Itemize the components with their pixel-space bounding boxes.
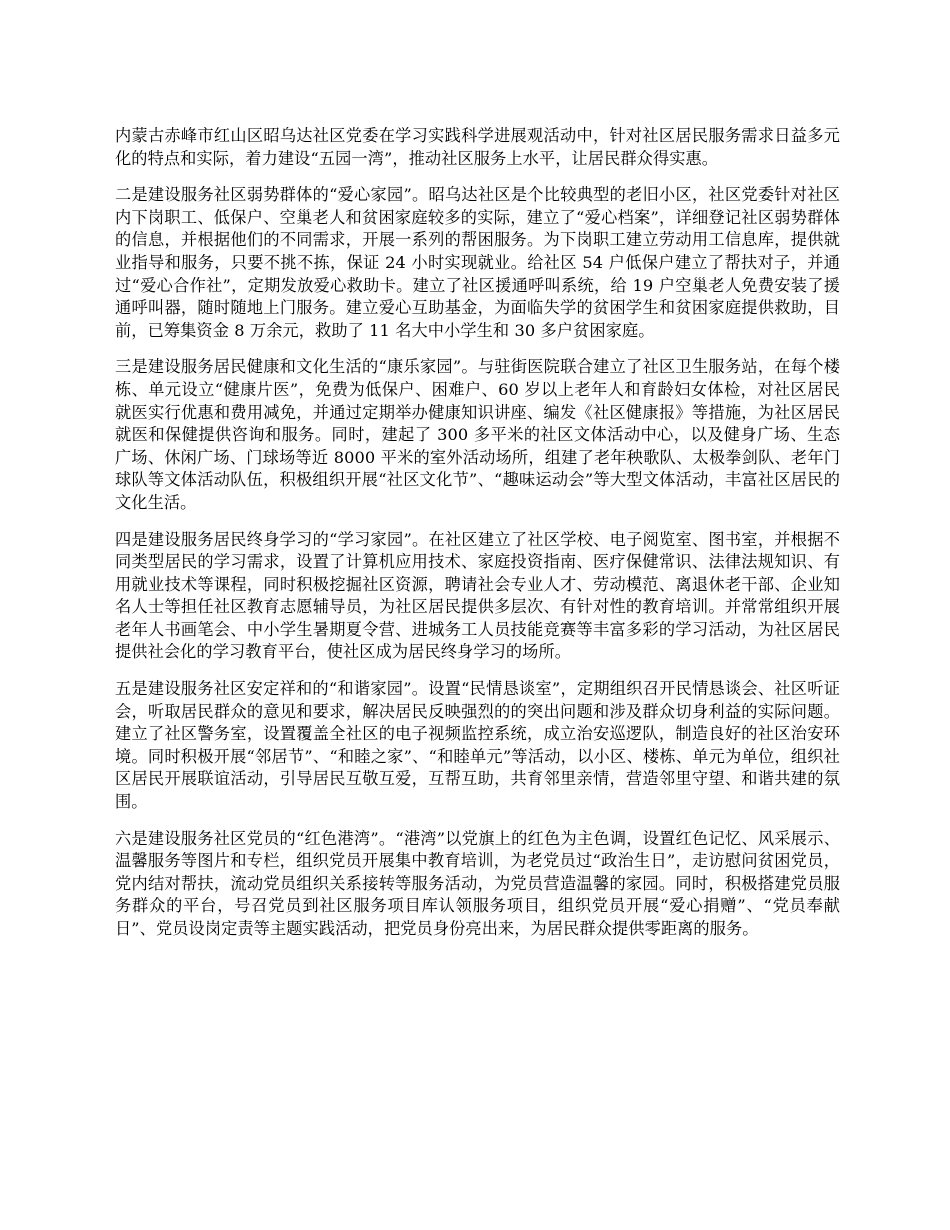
paragraph-learning-home: 四是建设服务居民终身学习的“学习家园”。在社区建立了社区学校、电子阅览室、图书室，并根据不同类型居民的学习需求，设置了计算机应用技术、家庭投资指南、医疗保健常识、法律法规知识、有用就业技术等课程，同时积极挖掘社区资源，聘请社会专业人才、劳动模范、离退休老干部、企业知名人士等担任社区教育志愿辅导员，为社区居民提供多层次、有针对性的教育培训。并常常组织开展老年人书画笔会、中小学生暑期夏令营、进城务工人员技能竞赛等丰富多彩的学习活动，为社区居民提供社会化的学习教育平台，使社区成为居民终身学习的场所。: [115, 529, 840, 662]
paragraph-intro: 内蒙古赤峰市红山区昭乌达社区党委在学习实践科学进展观活动中，针对社区居民服务需求日益多元化的特点和实际，着力建设“五园一湾”，推动社区服务上水平，让居民群众得实惠。: [115, 126, 840, 168]
document-body: [115, 125, 840, 955]
paragraph-health-home: 三是建设服务居民健康和文化生活的“康乐家园”。与驻街医院联合建立了社区卫生服务站，在每个楼栋、单元设立“健康片医”，免费为低保户、困难户、60 岁以上老年人和育龄妇女体检，对社区居民就医实行优惠和费用减免，并通过定期举办健康知识讲座、编发《社区健康报》等措施，为社区居民就医和保健提供咨询和服务。同时，建起了 300 多平米的社区文体活动中心，以及健身广场、生态广场、休闲广场、门球场等近 8000 平米的室外活动场所，组建了老年秧歌队、太极拳剑队、老年门球队等文体活动队伍，积极组织开展“社区文化节”、“趣味运动会”等大型文体活动，丰富社区居民的文化生活。: [115, 357, 840, 512]
paragraph-red-harbor: 六是建设服务社区党员的“红色港湾”。“港湾”以党旗上的红色为主色调，设置红色记忆、风采展示、温馨服务等图片和专栏，组织党员开展集中教育培训，为老党员过“政治生日”，走访慰问贫困党员，党内结对帮扶，流动党员组织关系接转等服务活动，为党员营造温馨的家园。同时，积极搭建党员服务群众的平台，号召党员到社区服务项目库认领服务项目，组织党员开展“爱心捐赠”、“党员奉献日”、党员设岗定责等主题实践活动，把党员身份亮出来，为居民群众提供零距离的服务。: [115, 828, 840, 938]
paragraph-love-home: 二是建设服务社区弱势群体的“爱心家园”。昭乌达社区是个比较典型的老旧小区，社区党委针对社区内下岗职工、低保户、空巢老人和贫困家庭较多的实际，建立了“爱心档案”，详细登记社区弱势群体的信息，并根据他们的不同需求，开展一系列的帮困服务。为下岗职工建立劳动用工信息库，提供就业指导和服务，只要不挑不拣，保证 24 小时实现就业。给社区 54 户低保户建立了帮扶对子，并通过“爱心合作社”，定期发放爱心救助卡。建立了社区援通呼叫系统，给 19 户空巢老人免费安装了援通呼叫器，随时随地上门服务。建立爱心互助基金，为面临失学的贫困学生和贫困家庭提供救助，目前，已筹集资金 8 万余元，救助了 11 名大中小学生和 30 多户贫困家庭。: [115, 185, 840, 340]
paragraph-harmony-home: 五是建设服务社区安定祥和的“和谐家园”。设置“民情恳谈室”，定期组织召开民情恳谈会、社区听证会，听取居民群众的意见和要求，解决居民反映强烈的的突出问题和涉及群众切身利益的实际问题。建立了社区警务室，设置覆盖全社区的电子视频监控系统，成立治安巡逻队，制造良好的社区治安环境。同时积极开展“邻居节”、“和睦之家”、“和睦单元”等活动，以小区、楼栋、单元为单位，组织社区居民开展联谊活动，引导居民互敬互爱，互帮互助，共育邻里亲情，营造邻里守望、和谐共建的氛围。: [115, 679, 840, 812]
